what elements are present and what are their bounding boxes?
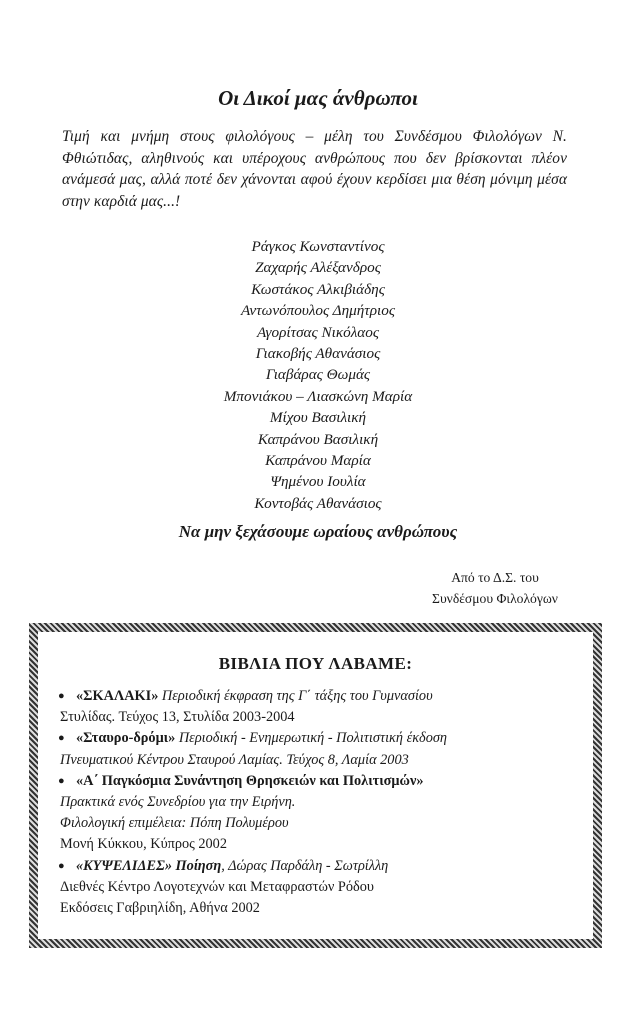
book-title: «ΚΥΨΕΛΙΔΕΣ» Ποίηση (76, 857, 222, 874)
list-item: Ζαχαρής Αλέξανδρος (255, 259, 381, 277)
list-item: Αντωνόπουλος Δημήτριος (240, 302, 395, 320)
bullet-icon: ● (58, 732, 65, 745)
book-title: «Σταυρο-δρόμι» (76, 730, 176, 747)
list-item: Ράγκος Κωνσταντίνος (251, 238, 385, 255)
list-item: Αγορίτσας Νικόλαος (256, 323, 380, 341)
books-list (58, 686, 581, 919)
book-entry (58, 686, 581, 728)
list-item: Ψημένου Ιουλία (270, 473, 366, 491)
signature-line: Από το Δ.Σ. του (451, 570, 539, 585)
intro-paragraph: Τιμή και μνήμη στους φιλολόγους – μέλη του Συνδέσμου Φιλολόγων Ν. Φθιώτιδας, αληθινούς και υπέροχους ανθρώπους που δεν βρίσκονται πλέον ανάμεσά μας, αλλά ποτέ δεν χάνονται αφού έχουν κερδίσει μια θέση μόνιμη μέσα στην καρδιά μας...! (62, 128, 567, 210)
signature-line: Συνδέσμου Φιλολόγων (432, 591, 558, 606)
names-list (0, 236, 636, 514)
book-detail: Πρακτικά ενός Συνεδρίου για την Ειρήνη. (60, 794, 296, 811)
book-title: «ΣΚΑΛΑΚΙ» (76, 688, 159, 704)
list-item: Γιακοβής Αθανάσιος (255, 345, 381, 363)
books-heading: ΒΙΒΛΙΑ ΠΟΥ ΛΑΒΑΜΕ: (218, 654, 413, 673)
book-subtitle: , Δώρας Παρδάλη - Σωτρίλλη (221, 857, 389, 874)
page-title: Οι Δικοί μας άνθρωποι (218, 86, 418, 110)
signature (410, 567, 580, 609)
book-detail: Μονή Κύκκου, Κύπρος 2002 (60, 836, 227, 853)
bullet-icon: ● (58, 774, 65, 787)
book-detail: Εκδόσεις Γαβριηλίδη, Αθήνα 2002 (60, 900, 260, 917)
books-box-content (38, 632, 593, 939)
bullet-icon: ● (58, 859, 65, 872)
book-detail: Φιλολογική επιμέλεια: Πόπη Πολυμέρου (60, 815, 289, 832)
book-subtitle: Περιοδική έκφραση της Γ΄ τάξης του Γυμνασίου (158, 688, 433, 704)
list-item: Μίχου Βασιλική (269, 409, 367, 427)
list-item: Μπονιάκου – Λιασκώνη Μαρία (223, 387, 413, 405)
list-item: Καπράνου Βασιλική (257, 430, 379, 448)
book-entry (58, 728, 581, 770)
book-detail: Διεθνές Κέντρο Λογοτεχνών και Μεταφραστών Ρόδου (60, 878, 374, 895)
motto: Να μην ξεχάσουμε ωραίους ανθρώπους (178, 522, 458, 541)
list-item: Καπράνου Μαρία (265, 452, 371, 470)
bullet-icon: ● (58, 690, 65, 702)
books-received-box (29, 623, 602, 948)
book-detail: Στυλίδας. Τεύχος 13, Στυλίδα 2003-2004 (60, 709, 295, 726)
book-entry (58, 771, 581, 856)
book-subtitle: Περιοδική - Ενημερωτική - Πολιτιστική έκδοση (175, 730, 447, 747)
list-item: Κοντοβάς Αθανάσιος (254, 494, 382, 512)
book-entry (58, 856, 581, 920)
list-item: Κωστάκος Αλκιβιάδης (251, 280, 385, 298)
book-title: «Α΄ Παγκόσμια Συνάντηση Θρησκειών και Πολιτισμών» (76, 772, 424, 789)
list-item: Γιαβάρας Θωμάς (265, 366, 371, 384)
book-detail: Πνευματικού Κέντρου Σταυρού Λαμίας. Τεύχος 8, Λαμία 2003 (60, 751, 409, 768)
